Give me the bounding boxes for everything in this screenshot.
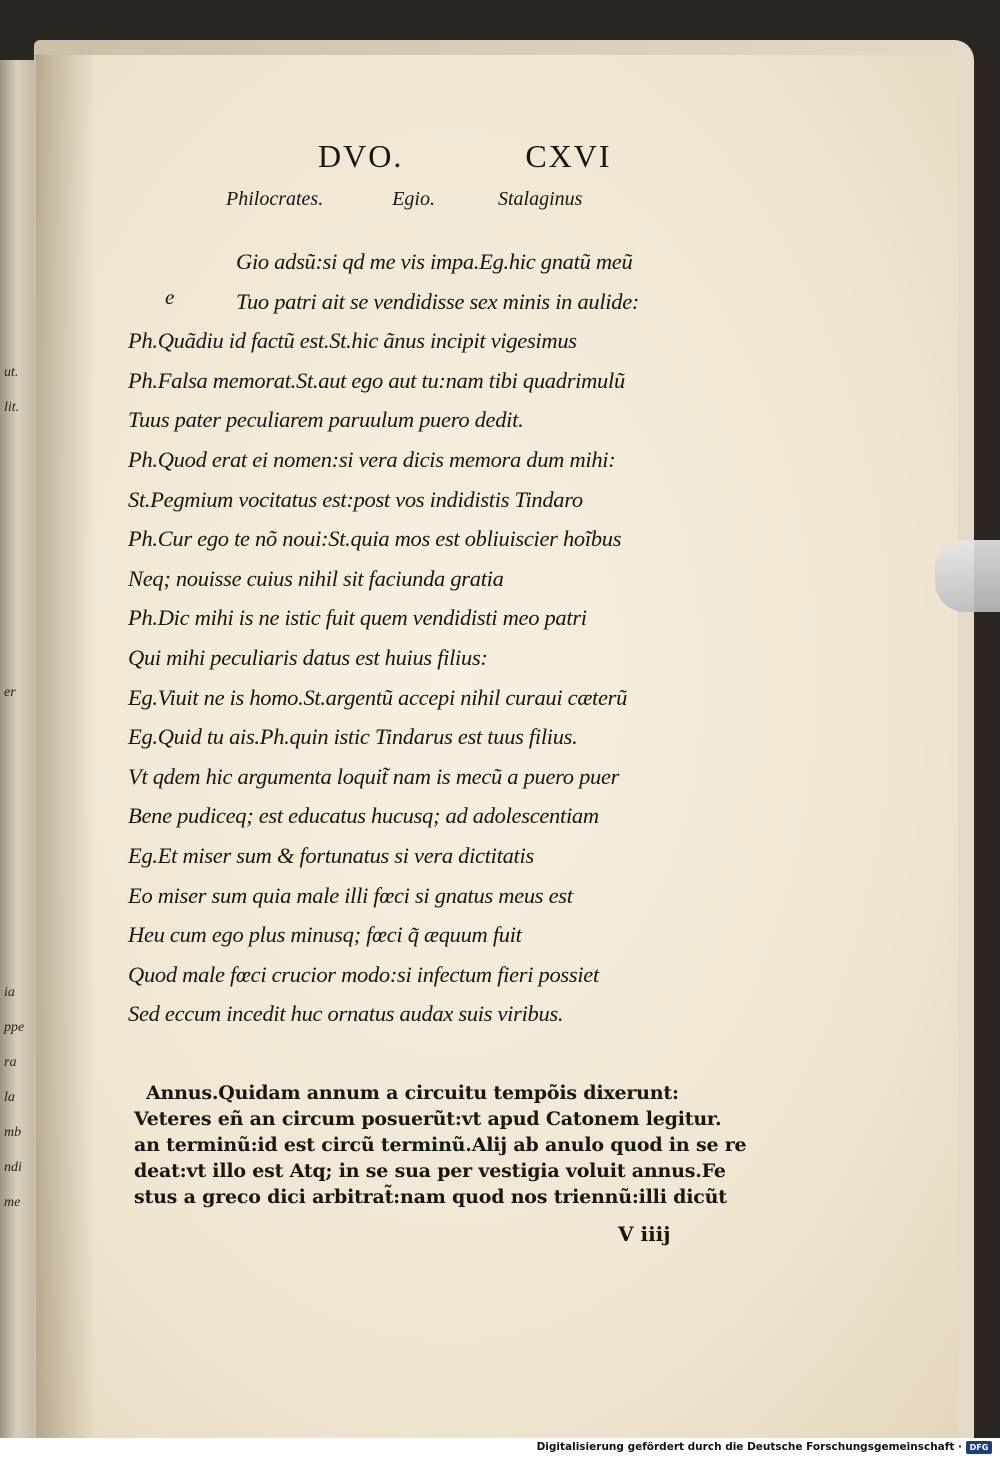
verse-block [128,242,778,1034]
verse-line: Vt qdem hic argumenta loquit̃ nam is mecũ a puero puer [128,763,620,789]
page-gutter-shadow [36,55,96,1438]
page-header [318,138,612,175]
page-clip [935,540,1000,612]
dfg-logo-icon [966,1441,992,1454]
verse-line: Eo miser sum quia male illi fœci si gnatus meus est [128,882,573,908]
verse-line: Eg.Et miser sum & fortunatus si vera dictitatis [128,842,534,868]
speaker-name: Philocrates. [226,188,324,210]
dfg-logo-text: DFG [969,1443,989,1452]
verse-line: Eg.Quid tu ais.Ph.quin istic Tindarus est tuus filius. [128,724,578,750]
verse-line: Ph.Falsa memorat.St.aut ego aut tu:nam tibi quadrimulũ [128,367,625,393]
verse-line: Heu cum ego plus minusq; fœci q̃ æquum fuit [128,922,522,948]
commentary-line: Veteres eñ an circum posuerũt:vt apud Catonem legitur. [134,1108,722,1130]
running-head: DVO. [318,138,404,174]
commentary-line: deat:vt illo est Atq; in se sua per vestigia voluit annus.Fe [134,1160,726,1182]
left-page-fragment: ra [4,1055,17,1070]
left-page-fragment: ppe [4,1020,25,1035]
left-page-fragment: mb [4,1125,22,1140]
verse-line: Ph.Dic mihi is ne istic fuit quem vendidisti meo patri [128,605,587,631]
verse-line: Ph.Cur ego te nõ noui:St.quia mos est obliuiscier hoĩbus [128,526,622,552]
commentary-line: an terminũ:id est circũ terminũ.Alij ab anulo quod in se re [134,1134,747,1156]
verse-line: Eg.Viuit ne is homo.St.argentũ accepi nihil curaui cæterũ [128,684,628,710]
left-page-fragment: ut. [4,365,19,380]
commentary-line: stus a greco dici arbitrat̃:nam quod nos triennũ:illi dicũt [134,1186,727,1208]
speaker-name: Egio. [392,188,435,210]
verse-line: Neq; nouisse cuius nihil sit faciunda gratia [128,565,504,591]
left-page-fragment: ndi [4,1160,22,1175]
verse-line: Tuo patri ait se vendidisse sex minis in aulide: [236,288,640,314]
verse-line: Tuus pater peculiarem paruulum puero dedit. [128,407,524,433]
signature-mark: V iiij [618,1222,671,1246]
verse-line: St.Pegmium vocitatus est:post vos indidistis Tindaro [128,486,583,512]
folio-number: CXVI [525,138,612,174]
margin-mark: e [165,285,175,309]
left-page-fragment: ia [4,985,15,1000]
speaker-name: Stalaginus [498,188,583,210]
verse-line: Gio adsũ:si qd me vis impa.Eg.hic gnatũ meũ [236,249,633,274]
commentary-block [134,1080,774,1210]
verse-line: Qui mihi peculiaris datus est huius filius: [128,644,488,670]
commentary-line: Annus.Quidam annum a circuitu tempõis dixerunt: [146,1082,679,1104]
left-page-fragment: la [4,1090,15,1105]
left-page-fragment: lit. [4,400,20,415]
verse-line: Bene pudiceq; est educatus hucusq; ad adolescentiam [128,803,599,829]
left-page-fragment: er [4,685,16,700]
left-page-fragment: me [4,1195,21,1210]
speaker-list [226,188,582,211]
verse-line: Ph.Quod erat ei nomen:si vera dicis memora dum mihi: [128,446,616,472]
verse-line: Ph.Quãdiu id factũ est.St.hic ãnus incipit vigesimus [128,328,577,354]
left-page-edge [0,60,34,1438]
verse-line: Sed eccum incedit huc ornatus audax suis viribus. [128,1001,564,1027]
funding-notice: Digitalisierung gefördert durch die Deutsche Forschungsgemeinschaft · [536,1441,962,1453]
verse-line: Quod male fœci crucior modo:si infectum fieri possiet [128,961,599,987]
